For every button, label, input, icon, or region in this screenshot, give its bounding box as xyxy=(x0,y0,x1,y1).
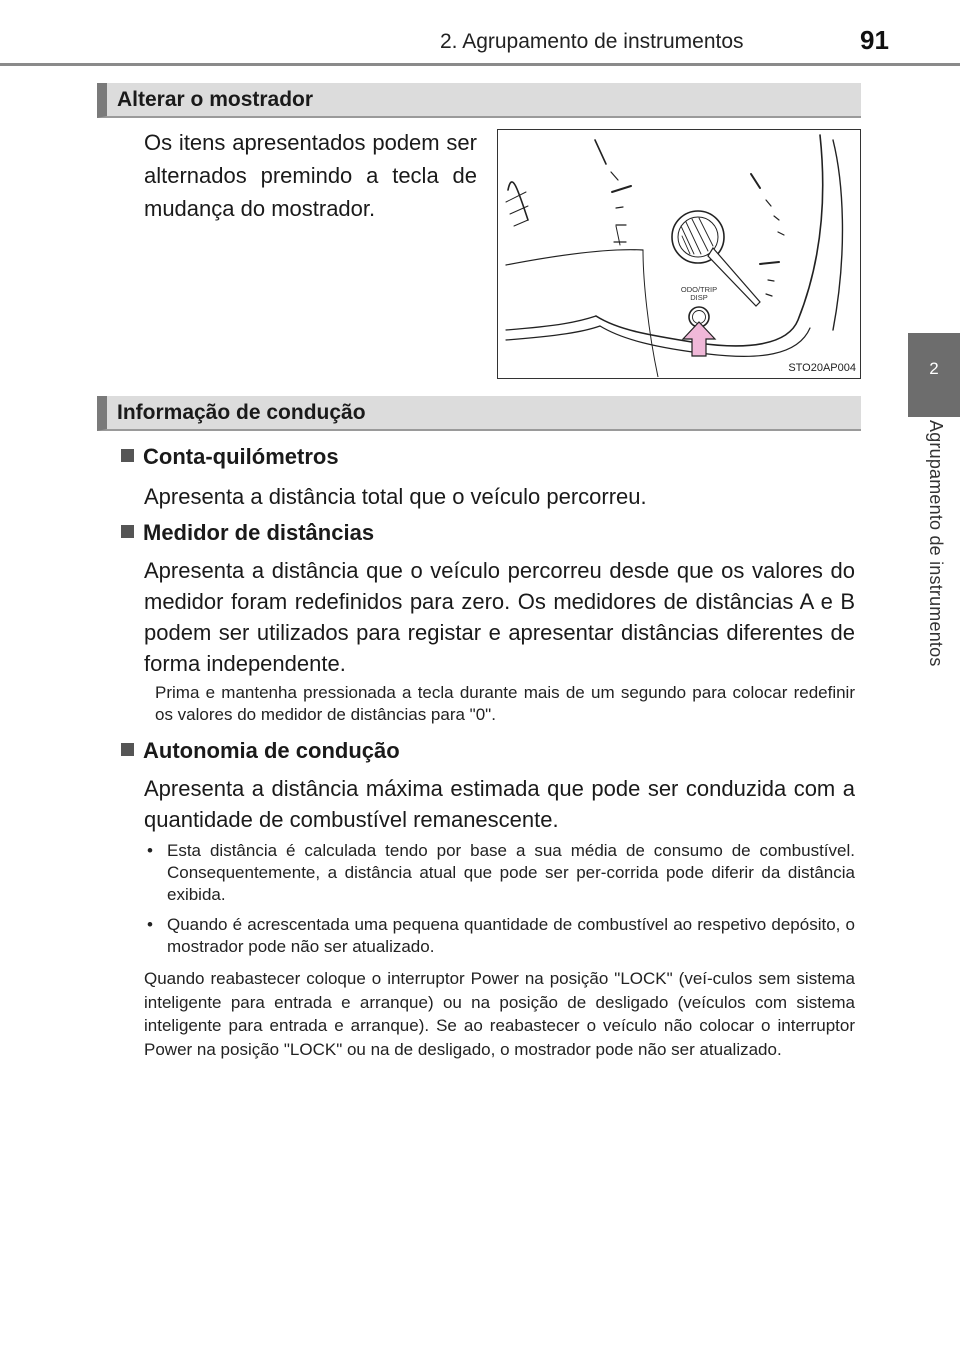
cluster-drawing xyxy=(498,130,859,377)
square-bullet-icon xyxy=(121,743,134,756)
square-bullet-icon xyxy=(121,525,134,538)
bullet-dot-icon: • xyxy=(147,841,153,860)
bullet-text: Esta distância é calculada tendo por base a sua média de consumo de combustível. Consequentemente, a distância atual que pode ser per-corrida pode diferir da distância exibida. xyxy=(167,841,855,904)
item-title-conta-quilometros xyxy=(121,444,339,470)
chapter-tab xyxy=(908,333,960,417)
item-title-medidor-distancias xyxy=(121,520,374,546)
bullet-text: Quando é acrescentada uma pequena quantidade de combustível ao respetivo depósito, o mostrador pode não ser atualizado. xyxy=(167,915,855,956)
figure-code: STO20AP004 xyxy=(788,362,856,374)
item-title-text: Autonomia de condução xyxy=(143,738,400,763)
refuel-note: Quando reabastecer coloque o interruptor Power na posição "LOCK" (veí-culos sem sistema inteligente para entrada e arranque) ou na posição de desligado (veículos com sistema inteligente para entrada e arranque). Se ao reabastecer o veículo não colocar o interruptor Power na posição "LOCK" ou na de desligado, o mostrador pode não ser atualizado. xyxy=(144,969,855,1059)
item-text-autonomia: Apresenta a distância máxima estimada que pode ser conduzida com a quantidade de combustível remanescente. xyxy=(144,776,855,832)
item-text-conta-quilometros: Apresenta a distância total que o veículo percorreu. xyxy=(144,484,647,509)
section-heading-text: Alterar o mostrador xyxy=(117,88,314,111)
item-title-text: Conta-quilómetros xyxy=(143,444,339,469)
square-bullet-icon xyxy=(121,449,134,462)
odo-trip-label: ODO/TRIP xyxy=(680,285,718,294)
chapter-number: 2 xyxy=(929,359,939,378)
running-header-title: 2. Agrupamento de instrumentos xyxy=(440,30,744,53)
bullet-item xyxy=(147,914,855,958)
item-text-medidor-distancias: Apresenta a distância que o veículo percorreu desde que os valores do medidor foram redefinidos para zero. Os medidores de distâncias A e B podem ser utilizados para registar e apresentar distâncias diferentes de forma independente. xyxy=(144,558,855,676)
item-title-text: Medidor de distâncias xyxy=(143,520,375,545)
header-divider xyxy=(0,63,960,66)
section-heading-alterar xyxy=(97,83,861,118)
disp-label: DISP xyxy=(690,293,708,302)
bullet-dot-icon: • xyxy=(147,915,153,934)
instrument-cluster-illustration xyxy=(497,129,861,379)
intro-paragraph: Os itens apresentados podem ser alternados premindo a tecla de mudança do mostrador. xyxy=(144,130,477,221)
bullet-item xyxy=(147,840,855,906)
item-note-medidor-distancias: Prima e mantenha pressionada a tecla durante mais de um segundo para colocar redefinir os valores do medidor de distâncias para "0". xyxy=(155,683,855,724)
page-number: 91 xyxy=(860,25,889,55)
chapter-label: Agrupamento de instrumentos xyxy=(926,420,946,667)
section-heading-text: Informação de condução xyxy=(117,401,366,424)
item-title-autonomia xyxy=(121,738,400,764)
section-heading-informacao xyxy=(97,396,861,431)
